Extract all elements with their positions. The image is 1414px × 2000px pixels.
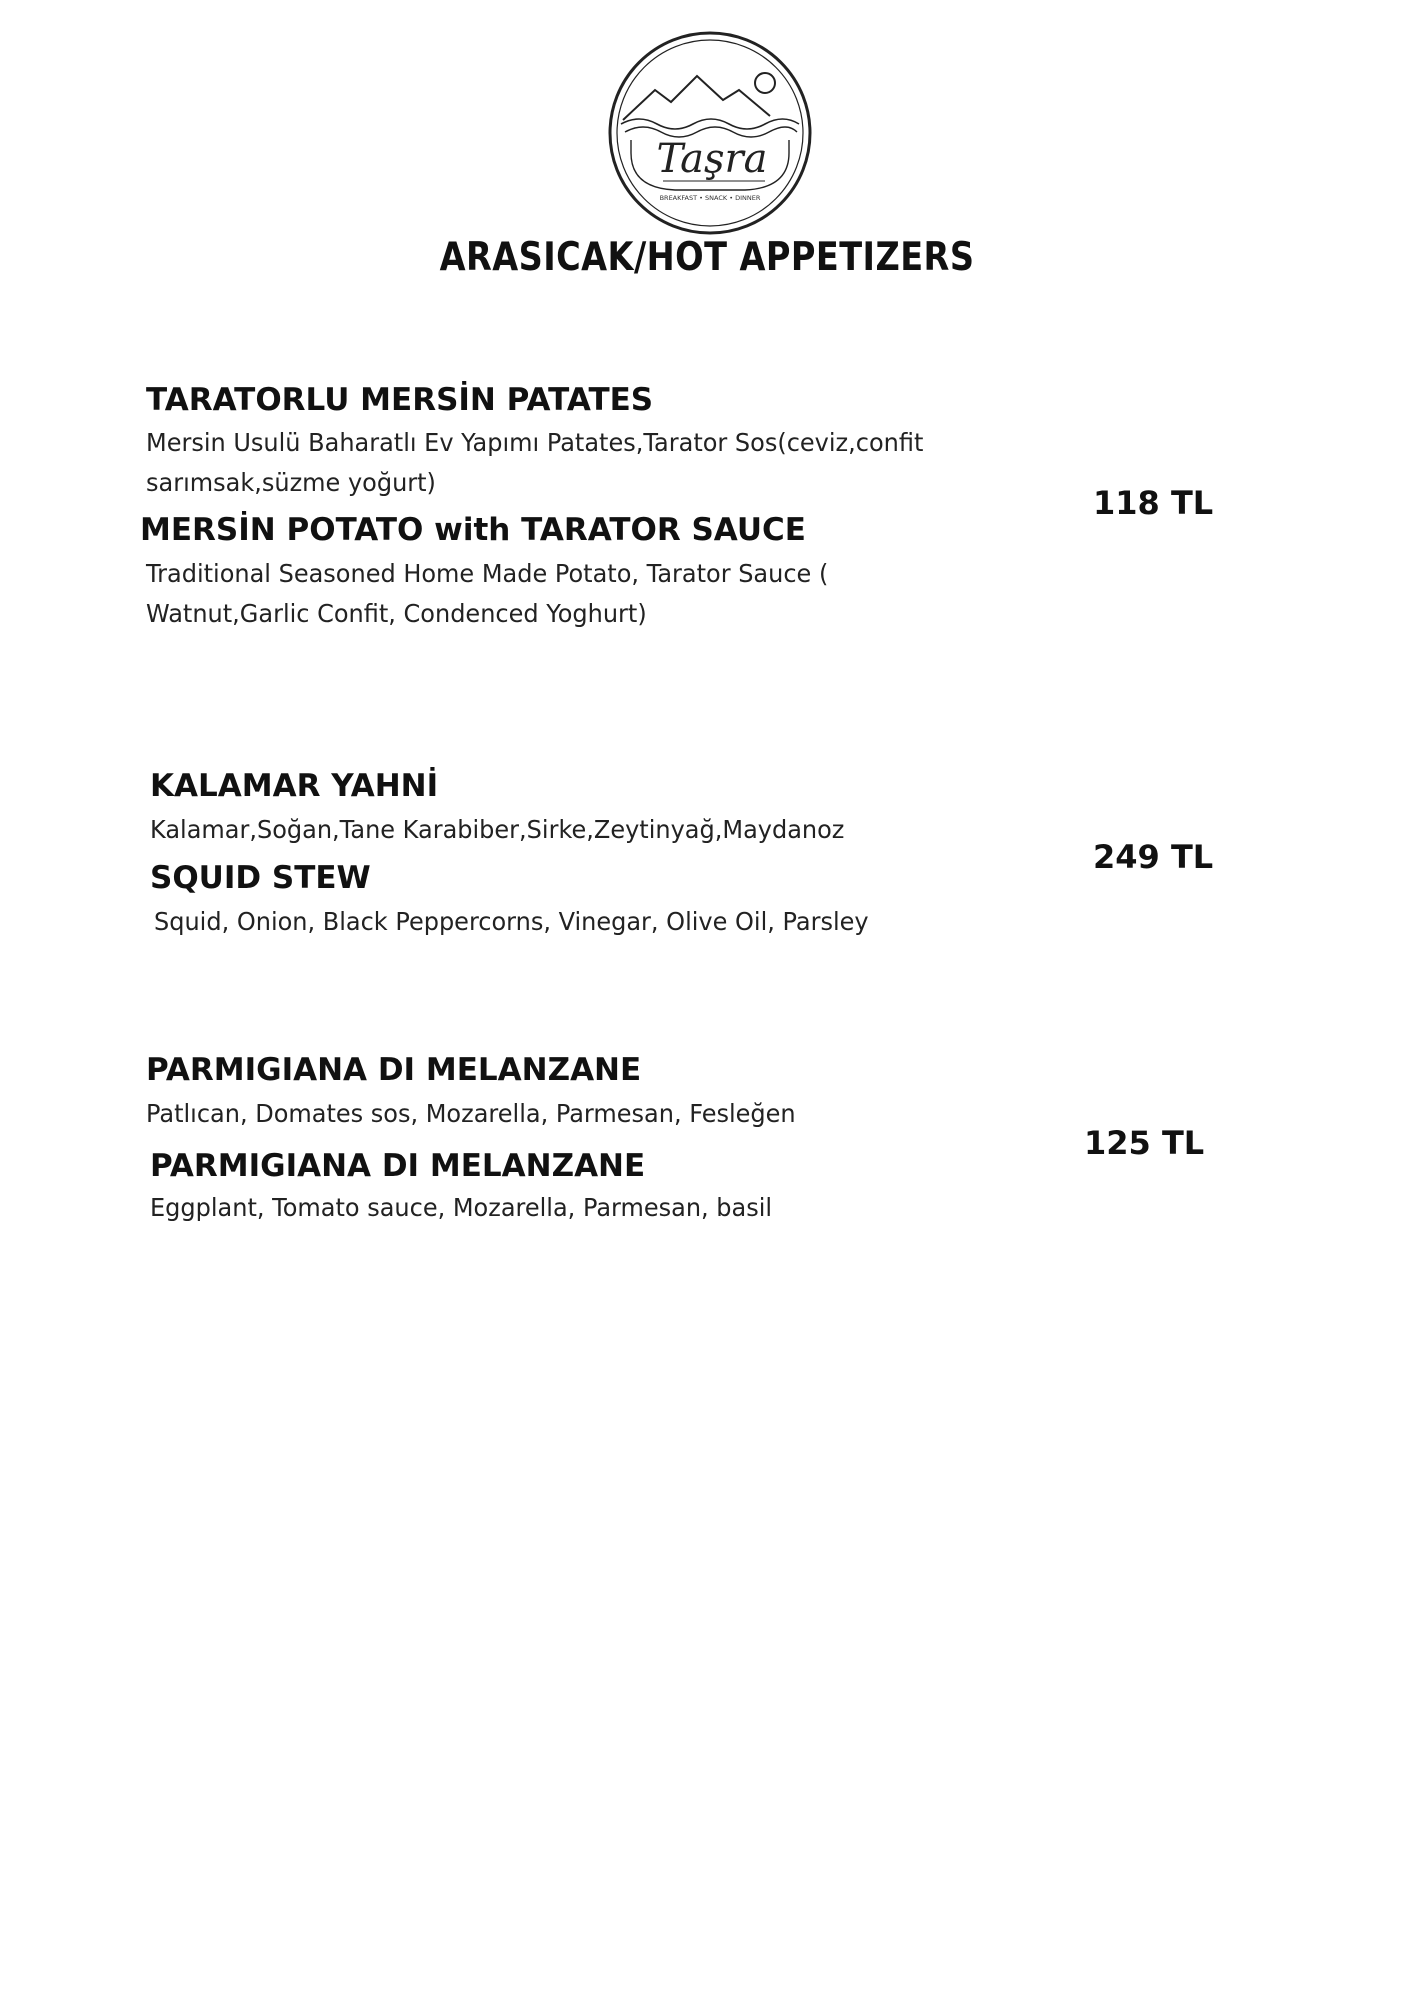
- item-price: 118 TL: [1093, 484, 1214, 522]
- item-desc-en: Eggplant, Tomato sauce, Mozarella, Parmesan, basil: [150, 1193, 773, 1222]
- item-name-en: MERSİN POTATO with TARATOR SAUCE: [140, 512, 806, 548]
- item-name-tr: TARATORLU MERSİN PATATES: [146, 382, 654, 418]
- item-name-tr: KALAMAR YAHNİ: [150, 768, 439, 804]
- logo-script: Taşra: [656, 136, 768, 182]
- item-desc-en: Traditional Seasoned Home Made Potato, Tarator Sauce (: [146, 559, 829, 588]
- item-desc-tr: sarımsak,süzme yoğurt): [146, 468, 436, 497]
- item-name-tr: PARMIGIANA DI MELANZANE: [146, 1052, 642, 1088]
- item-desc-en: Watnut,Garlic Confit, Condenced Yoghurt): [146, 599, 647, 628]
- brand-logo: [605, 28, 815, 238]
- item-name-en: PARMIGIANA DI MELANZANE: [150, 1148, 646, 1184]
- item-desc-en: Squid, Onion, Black Peppercorns, Vinegar, Olive Oil, Parsley: [154, 907, 869, 936]
- item-price: 125 TL: [1084, 1124, 1205, 1162]
- item-desc-tr: Mersin Usulü Baharatlı Ev Yapımı Patates,Tarator Sos(ceviz,confit: [146, 428, 924, 457]
- item-name-en: SQUID STEW: [150, 860, 371, 896]
- logo-tagline: BREAKFAST • SNACK • DINNER: [659, 194, 761, 202]
- item-price: 249 TL: [1093, 838, 1214, 876]
- section-title: ARASICAK/HOT APPETIZERS: [439, 235, 975, 280]
- item-desc-tr: Patlıcan, Domates sos, Mozarella, Parmesan, Fesleğen: [146, 1099, 796, 1128]
- item-desc-tr: Kalamar,Soğan,Tane Karabiber,Sirke,Zeytinyağ,Maydanoz: [150, 815, 845, 844]
